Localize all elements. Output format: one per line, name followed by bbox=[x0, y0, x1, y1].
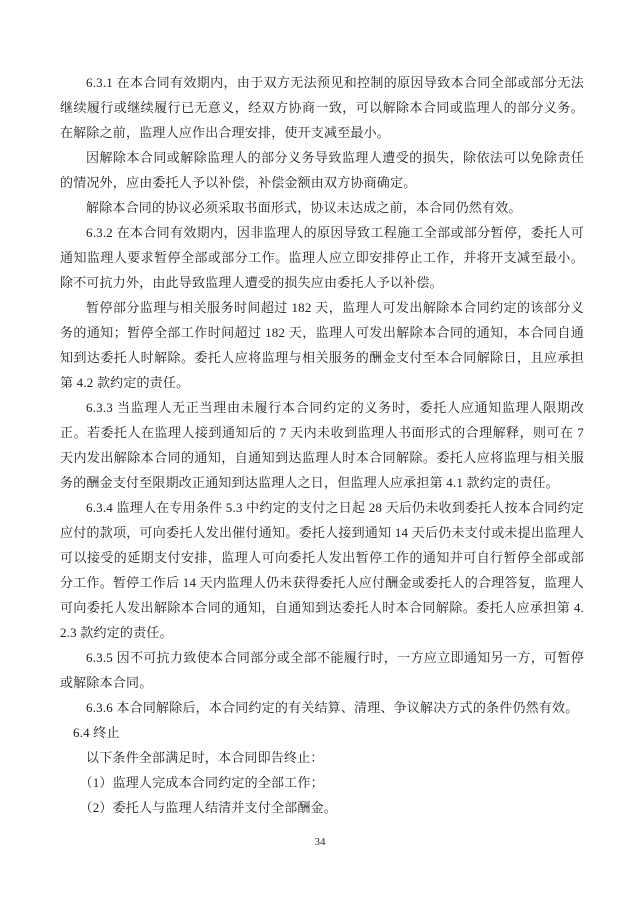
page-number: 34 bbox=[314, 836, 326, 848]
termination-condition-1: （1）监理人完成本合同约定的全部工作； bbox=[79, 775, 324, 790]
clause-6-3-1-compensation: 因解除本合同或解除监理人的部分义务导致监理人遭受的损失，除依法可以免除责任的情况外，应由委托人予以补偿，补偿金额由双方协商确定。 bbox=[60, 150, 584, 190]
clause-6-3-6: 6.3.6 本合同解除后，本合同约定的有关结算、清理、争议解决方式的条件仍然有效。 bbox=[86, 700, 579, 715]
clause-6-3-1: 6.3.1 在本合同有效期内，由于双方无法预见和控制的原因导致本合同全部或部分无法继续履行或继续履行已无意义，经双方协商一致，可以解除本合同或监理人的部分义务。在解除之前，监理人应作出合理安排，使开支减至最小。 bbox=[60, 75, 584, 140]
clause-6-3-2: 6.3.2 在本合同有效期内，因非监理人的原因导致工程施工全部或部分暂停，委托人可通知监理人要求暂停全部或部分工作。监理人应立即安排停止工作，并将开支减至最小。除不可抗力外，由此导致监理人遭受的损失应由委托人予以补偿。 bbox=[60, 225, 584, 290]
clause-6-3-2-suspension: 暂停部分监理与相关服务时间超过 182 天，监理人可发出解除本合同约定的该部分义务的通知；暂停全部工作时间超过 182 天，监理人可发出解除本合同的通知，本合同自通知到达委托人时解除。委托人应将监理与相关服务的酬金支付至本合同解除日，且应承担第 4.2 款约定的责任。 bbox=[60, 300, 584, 390]
clause-6-3-4: 6.3.4 监理人在专用条件 5.3 中约定的支付之日起 28 天后仍未收到委托人按本合同约定应付的款项，可向委托人发出催付通知。委托人接到通知 14 天后仍未支付或未提出监理人可以接受的延期支付安排，监理人可向委托人发出暂停工作的通知并可自行暂停全部或部分工作。暂停工作后 14 天内监理人仍未获得委托人应付酬金或委托人的合理答复，监理人可向委托人发出解除本合同的通知，自通知到达委托人时本合同解除。委托人应承担第 4.2.3 款约定的责任。 bbox=[60, 500, 584, 640]
clause-6-3-5: 6.3.5 因不可抗力致使本合同部分或全部不能履行时，一方应立即通知另一方，可暂停或解除本合同。 bbox=[60, 650, 584, 690]
termination-condition-2: （2）委托人与监理人结清并支付全部酬金。 bbox=[79, 800, 338, 815]
heading-6-4-termination: 6.4 终止 bbox=[73, 725, 120, 740]
contract-text-block bbox=[60, 70, 584, 820]
termination-conditions-intro: 以下条件全部满足时，本合同即告终止： bbox=[86, 750, 324, 765]
clause-6-3-3: 6.3.3 当监理人无正当理由未履行本合同约定的义务时，委托人应通知监理人限期改正。若委托人在监理人接到通知后的 7 天内未收到监理人书面形式的合理解释，则可在 7 天内发出解除本合同的通知，自通知到达监理人时本合同解除。委托人应将监理与相关服务的酬金支付至限期改正通知到达监理人之日，但监理人应承担第 4.1 款约定的责任。 bbox=[60, 400, 584, 490]
clause-6-3-1-written-form: 解除本合同的协议必须采取书面形式，协议未达成之前，本合同仍然有效。 bbox=[86, 200, 522, 215]
